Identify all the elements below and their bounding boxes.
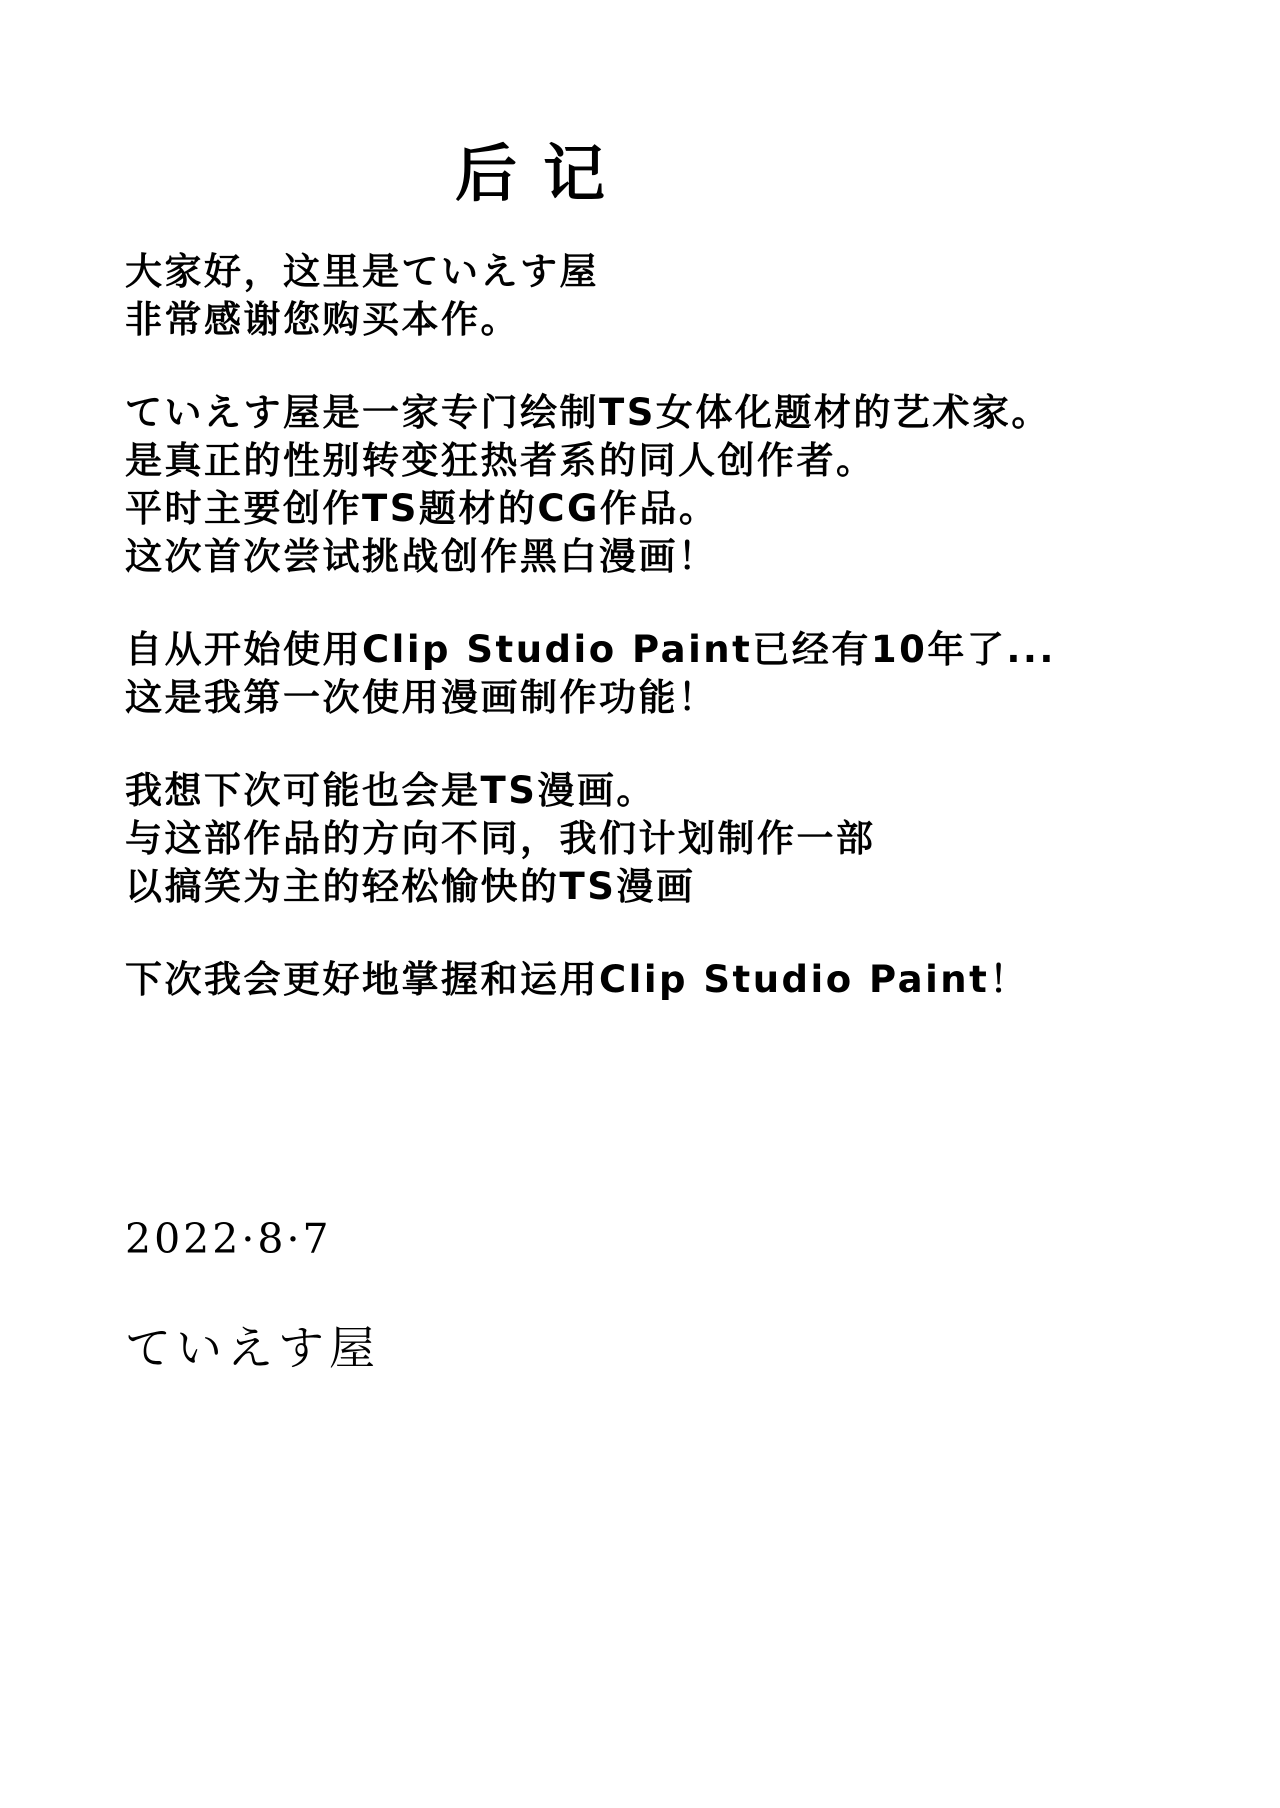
author-signature: ていえす屋 <box>125 1321 380 1375</box>
paragraph-greeting <box>125 248 1056 344</box>
paragraph-closing <box>125 956 1056 1004</box>
paragraph-next-work <box>125 767 1056 911</box>
afterword-line: 这次首次尝试挑战创作黑白漫画！ <box>125 535 718 578</box>
afterword-line: 下次我会更好地掌握和运用Clip Studio Paint！ <box>125 958 1029 1001</box>
afterword-line: 以搞笑为主的轻松愉快的TS漫画 <box>125 865 696 908</box>
afterword-line: 是真正的性别转变狂热者系的同人创作者。 <box>125 439 876 482</box>
afterword-line: 与这部作品的方向不同，我们计划制作一部 <box>125 817 876 860</box>
page-title: 后记 <box>454 136 631 210</box>
afterword-line: 这是我第一次使用漫画制作功能！ <box>125 676 718 719</box>
publication-date: 2022·8·7 <box>125 1215 332 1263</box>
afterword-line: ていえす屋是一家专门绘制TS女体化题材的艺术家。 <box>125 391 1051 434</box>
afterword-line: 自从开始使用Clip Studio Paint已经有10年了... <box>125 628 1056 671</box>
paragraph-introduction <box>125 389 1056 581</box>
paragraph-software <box>125 626 1056 722</box>
afterword-line: 大家好，这里是ていえす屋 <box>125 250 599 293</box>
afterword-line: 我想下次可能也会是TS漫画。 <box>125 769 656 812</box>
afterword-line: 平时主要创作TS题材的CG作品。 <box>125 487 719 530</box>
afterword-body <box>125 248 1056 1049</box>
afterword-line: 非常感谢您购买本作。 <box>125 298 520 341</box>
